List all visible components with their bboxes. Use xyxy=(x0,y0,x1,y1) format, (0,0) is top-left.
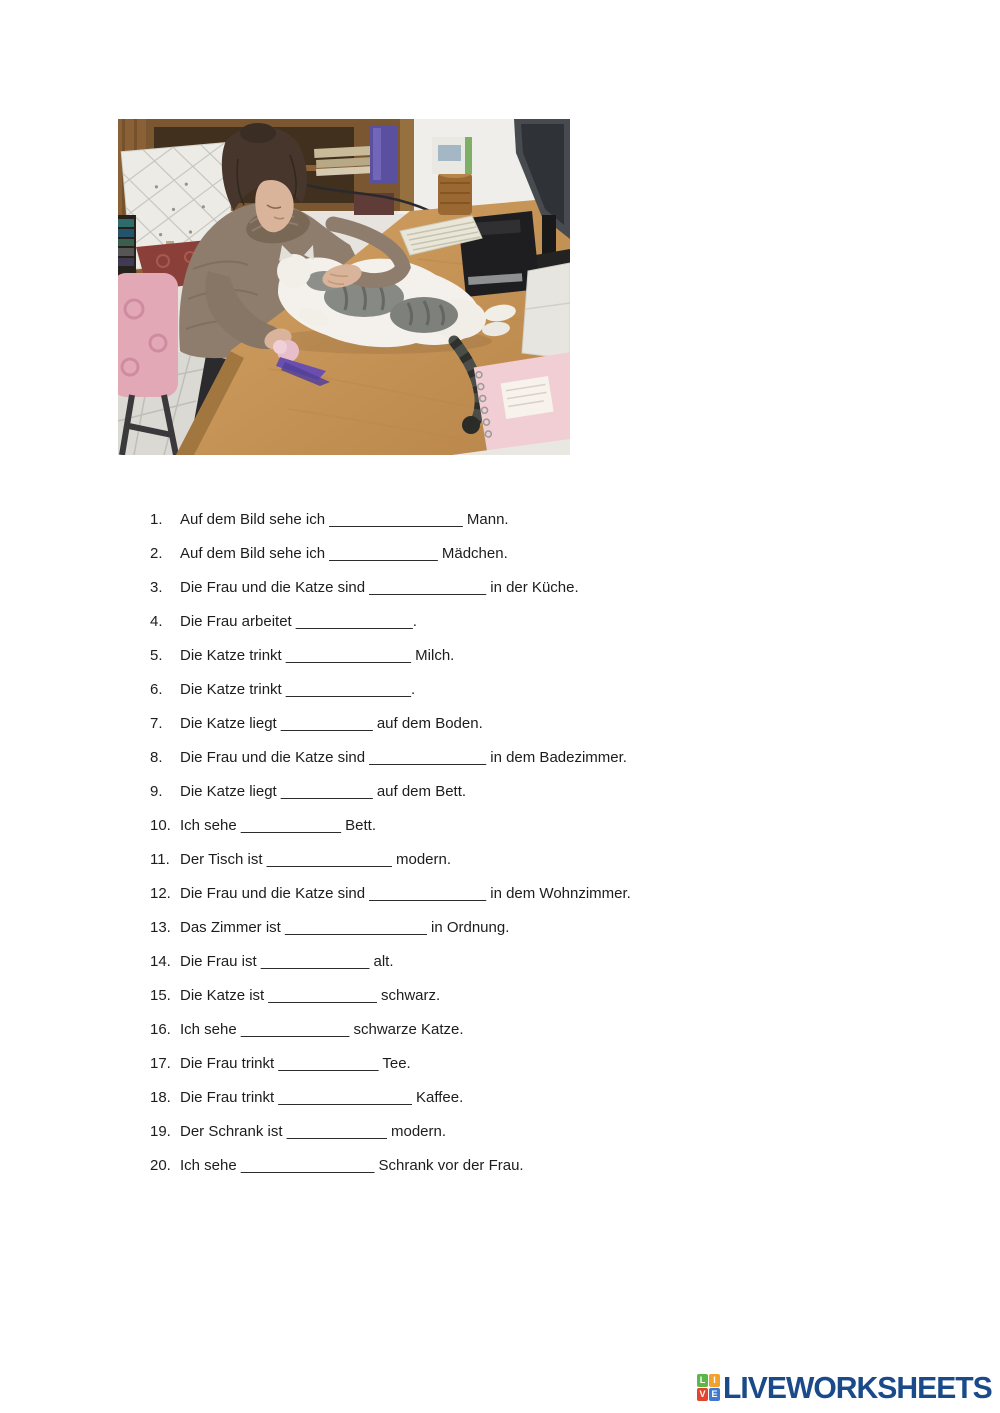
item-text: Die Frau trinkt ____________ Tee. xyxy=(180,1055,411,1072)
item-text: Die Katze ist _____________ schwarz. xyxy=(180,987,441,1004)
worksheet-item xyxy=(150,1155,870,1176)
answer-blank[interactable]: ______________ xyxy=(369,885,487,902)
worksheet-item xyxy=(150,985,870,1006)
item-number: 16. xyxy=(150,1021,171,1038)
answer-blank[interactable]: ______________ xyxy=(295,613,413,630)
item-number: 15. xyxy=(150,987,171,1004)
worksheet-photo xyxy=(118,119,570,455)
item-text: Die Frau und die Katze sind ______________ in der Küche. xyxy=(180,579,579,596)
item-text: Die Frau und die Katze sind ______________ in dem Wohnzimmer. xyxy=(180,885,631,902)
item-number: 10. xyxy=(150,817,171,834)
logo-cube-i: I xyxy=(709,1374,720,1387)
logo-cube-l: L xyxy=(697,1374,708,1387)
worksheet-item xyxy=(150,645,870,666)
worksheet-item xyxy=(150,1087,870,1108)
answer-blank[interactable]: _______________ xyxy=(285,647,412,664)
item-text: Auf dem Bild sehe ich _____________ Mädchen. xyxy=(180,545,508,562)
worksheet-item xyxy=(150,577,870,598)
item-text: Ich sehe ____________ Bett. xyxy=(180,817,377,834)
item-number: 14. xyxy=(150,953,171,970)
item-text: Ich sehe ________________ Schrank vor der Frau. xyxy=(180,1157,524,1174)
item-number: 17. xyxy=(150,1055,171,1072)
liveworksheets-icon xyxy=(697,1374,720,1401)
exercise-list xyxy=(150,509,870,1189)
worksheet-item xyxy=(150,509,870,530)
item-number: 1. xyxy=(150,511,163,528)
item-number: 4. xyxy=(150,613,163,630)
worksheet-item xyxy=(150,849,870,870)
worksheet-item xyxy=(150,917,870,938)
item-number: 3. xyxy=(150,579,163,596)
brand-wordmark: LIVEWORKSHEETS xyxy=(723,1370,992,1405)
worksheet-item xyxy=(150,611,870,632)
logo-cube-v: V xyxy=(697,1388,708,1401)
liveworksheets-logo[interactable] xyxy=(697,1372,1000,1403)
item-number: 6. xyxy=(150,681,163,698)
item-number: 9. xyxy=(150,783,163,800)
worksheet-item xyxy=(150,543,870,564)
item-number: 19. xyxy=(150,1123,171,1140)
worksheet-item xyxy=(150,747,870,768)
answer-blank[interactable]: _______________ xyxy=(266,851,392,868)
item-text: Die Katze trinkt _______________ Milch. xyxy=(180,647,455,664)
item-text: Die Frau ist _____________ alt. xyxy=(180,953,394,970)
item-number: 5. xyxy=(150,647,163,664)
item-number: 11. xyxy=(150,851,170,868)
worksheet-item xyxy=(150,815,870,836)
item-number: 13. xyxy=(150,919,171,936)
worksheet-item xyxy=(150,1121,870,1142)
answer-blank[interactable]: ____________ xyxy=(278,1055,379,1072)
item-number: 20. xyxy=(150,1157,171,1174)
item-text: Die Katze trinkt _______________. xyxy=(180,681,416,698)
answer-blank[interactable]: _____________ xyxy=(240,1021,350,1038)
item-number: 2. xyxy=(150,545,163,562)
worksheet-item xyxy=(150,713,870,734)
item-text: Auf dem Bild sehe ich ________________ Mann. xyxy=(180,511,509,528)
answer-blank[interactable]: ___________ xyxy=(280,783,373,800)
worksheet-item xyxy=(150,883,870,904)
answer-blank[interactable]: ________________ xyxy=(278,1089,412,1106)
answer-blank[interactable]: ________________ xyxy=(329,511,463,528)
item-number: 7. xyxy=(150,715,163,732)
photo-scene xyxy=(118,119,570,455)
answer-blank[interactable]: _____________ xyxy=(268,987,377,1004)
pink-notebook xyxy=(474,352,570,455)
item-number: 12. xyxy=(150,885,171,902)
item-text: Das Zimmer ist _________________ in Ordnung. xyxy=(180,919,510,936)
item-text: Ich sehe _____________ schwarze Katze. xyxy=(180,1021,464,1038)
worksheet-item xyxy=(150,679,870,700)
item-text: Die Frau und die Katze sind ______________ in dem Badezimmer. xyxy=(180,749,627,766)
answer-blank[interactable]: _____________ xyxy=(260,953,370,970)
worksheet-item xyxy=(150,1053,870,1074)
item-number: 8. xyxy=(150,749,163,766)
answer-blank[interactable]: ____________ xyxy=(240,817,341,834)
answer-blank[interactable]: _____________ xyxy=(329,545,438,562)
item-text: Die Katze liegt ___________ auf dem Bett. xyxy=(180,783,467,800)
answer-blank[interactable]: ______________ xyxy=(369,749,487,766)
canister xyxy=(438,168,472,215)
item-text: Der Schrank ist ____________ modern. xyxy=(180,1123,447,1140)
item-text: Die Katze liegt ___________ auf dem Boden. xyxy=(180,715,483,732)
worksheet-item xyxy=(150,1019,870,1040)
answer-blank[interactable]: _______________ xyxy=(285,681,412,698)
answer-blank[interactable]: ________________ xyxy=(240,1157,375,1174)
logo-cube-e: E xyxy=(709,1388,720,1401)
worksheet-item xyxy=(150,951,870,972)
pink-chair xyxy=(118,273,178,455)
item-text: Die Frau trinkt ________________ Kaffee. xyxy=(180,1089,464,1106)
paper-stack xyxy=(522,263,570,359)
item-text: Die Frau arbeitet ______________. xyxy=(180,613,417,630)
storage-box xyxy=(432,137,472,174)
worksheet-item xyxy=(150,781,870,802)
answer-blank[interactable]: ___________ xyxy=(280,715,373,732)
answer-blank[interactable]: ____________ xyxy=(286,1123,387,1140)
item-number: 18. xyxy=(150,1089,171,1106)
item-text: Der Tisch ist _______________ modern. xyxy=(180,851,452,868)
answer-blank[interactable]: _________________ xyxy=(285,919,427,936)
answer-blank[interactable]: ______________ xyxy=(369,579,487,596)
